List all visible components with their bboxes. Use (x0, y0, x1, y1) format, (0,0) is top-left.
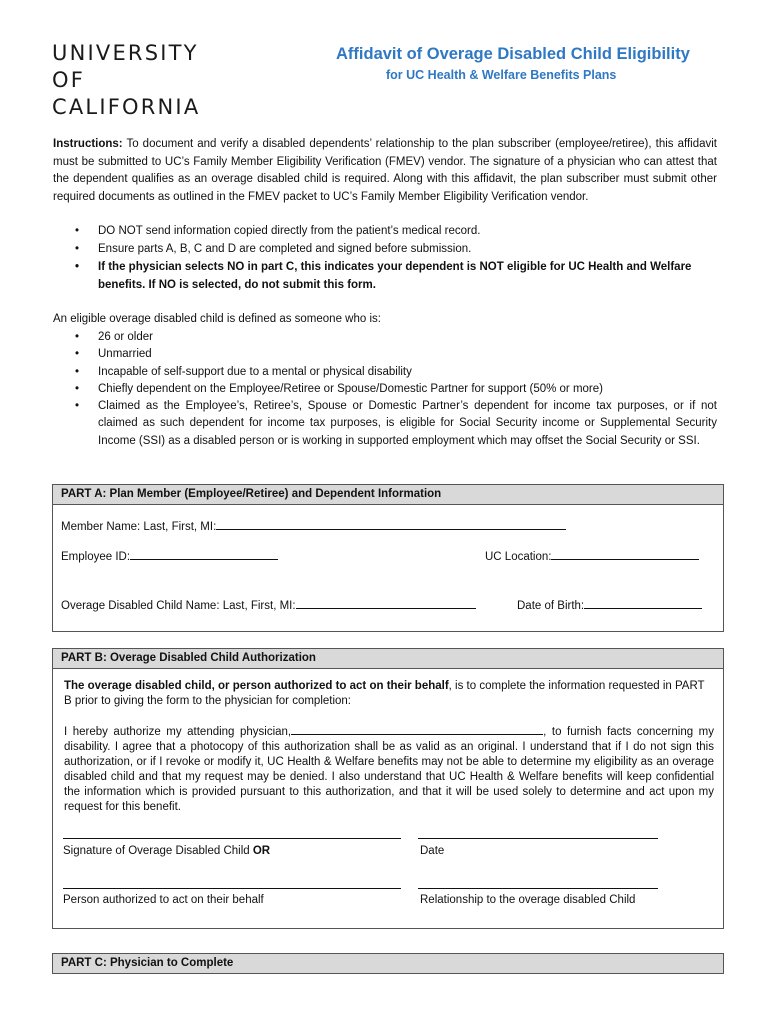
date-label: Date (420, 845, 445, 857)
part-c-heading: PART C: Physician to Complete (53, 954, 723, 973)
authorization-paragraph (64, 723, 714, 815)
part-b-intro-rest: , is to complete the information requested in PART B prior to giving the form to the physician for completion: (64, 680, 705, 707)
employee-id-field (61, 548, 278, 563)
part-b-heading: PART B: Overage Disabled Child Authorization (53, 649, 723, 669)
uc-location-label: UC Location: (485, 551, 552, 563)
authorization-start: I hereby authorize my attending physician, (64, 726, 292, 738)
relationship-line[interactable] (418, 888, 658, 889)
instructions-label: Instructions: (53, 138, 123, 150)
member-name-input[interactable] (216, 518, 566, 530)
employee-id-label: Employee ID: (61, 551, 131, 563)
form-subtitle: for UC Health & Welfare Benefits Plans (386, 68, 617, 82)
eligibility-bullets (53, 329, 717, 450)
signature-or: OR (252, 845, 271, 857)
child-name-input[interactable] (296, 597, 476, 609)
bullet-icon: • (75, 382, 80, 395)
instructions-bullets (53, 222, 717, 294)
bullet-icon: • (75, 225, 80, 237)
bullet-icon: • (75, 365, 80, 378)
member-name-field (61, 518, 566, 533)
part-a-heading: PART A: Plan Member (Employee/Retiree) and Dependent Information (53, 485, 723, 505)
list-item: • 26 or older (53, 329, 717, 346)
uc-logo (52, 40, 200, 121)
member-name-label: Member Name: Last, First, MI: (61, 521, 217, 533)
authorization-rest: , to furnish facts concerning my disability. I agree that a photocopy of this authorization shall be as valid as an original. I understand that if I do not sign this authorization, or if I revoke or modify it, UC Health & Welfare benefits may not be able to determine my eligibility as an overage disabled child and that my request may be denied. I also understand that UC Health & Welfare benefits will keep confidential the information which is provided pursuant to this authorization, and that it will be used solely to determine and act upon my request for this benefit. (64, 726, 714, 813)
instructions-text: To document and verify a disabled dependents’ relationship to the plan subscriber (employee/retiree), this affidavit must be submitted to UC’s Family Member Eligibility Verification (FMEV) vendor. The signature of a physician who can attest that the dependent qualifies as an overage disabled child is required. Along with this affidavit, the plan subscriber must submit other required documents as outlined in the FMEV packet to UC’s Family Member Eligibility Verification vendor. (53, 138, 717, 203)
person-authorized-label: Person authorized to act on their behalf (63, 894, 264, 906)
logo-line: OF (52, 68, 86, 92)
list-item: • If the physician selects NO in part C, this indicates your dependent is NOT eligible for UC Health and Welfare benefits. If NO is selected, do not submit this form. (53, 258, 717, 294)
person-authorized-line[interactable] (63, 888, 401, 889)
dob-input[interactable] (584, 597, 702, 609)
list-item: • Claimed as the Employee’s, Retiree’s, Spouse or Domestic Partner’s dependent for income tax purposes, or if not claimed as such dependent for income tax purposes, is eligible for Social Security income or Supplemental Security Income (SSI) as a disabled person or is working in supported employment which may offset the Social Security or SSI. (75, 400, 717, 447)
list-item: • DO NOT send information copied directly from the patient’s medical record. (53, 222, 717, 240)
uc-location-input[interactable] (551, 548, 699, 560)
form-title: Affidavit of Overage Disabled Child Eligibility (336, 45, 690, 63)
dob-label: Date of Birth: (517, 600, 585, 612)
eligibility-intro: An eligible overage disabled child is defined as someone who is: (53, 313, 381, 325)
logo-line: UNIVERSITY (52, 41, 199, 65)
dob-field (517, 597, 702, 612)
child-name-field (61, 597, 476, 612)
bullet-icon: • (75, 261, 80, 273)
part-b-intro (64, 679, 714, 709)
part-b-section (52, 648, 724, 929)
instructions-paragraph (53, 136, 717, 206)
date-line[interactable] (418, 838, 658, 839)
relationship-label: Relationship to the overage disabled Child (420, 894, 636, 906)
list-item: • Ensure parts A, B, C and D are completed and signed before submission. (53, 240, 717, 258)
bullet-icon: • (75, 348, 80, 361)
list-item: • Unmarried (53, 346, 717, 363)
part-b-intro-bold: The overage disabled child, or person authorized to act on their behalf (64, 680, 449, 692)
bullet-icon: • (75, 243, 80, 255)
bullet-icon: • (75, 331, 80, 343)
part-a-section (52, 484, 724, 632)
list-item: • Incapable of self-support due to a mental or physical disability (53, 364, 717, 381)
employee-id-input[interactable] (130, 548, 278, 560)
signature-line[interactable] (63, 838, 401, 839)
uc-location-field (485, 548, 699, 563)
bullet-icon: • (75, 400, 80, 413)
child-name-label: Overage Disabled Child Name: Last, First, MI: (61, 600, 296, 612)
physician-name-input[interactable] (291, 723, 543, 735)
list-item: • Chiefly dependent on the Employee/Retiree or Spouse/Domestic Partner for support (50% or more) (53, 381, 717, 398)
part-c-section (52, 953, 724, 974)
logo-line: CALIFORNIA (52, 95, 201, 119)
signature-label: Signature of Overage Disabled Child OR (63, 845, 271, 857)
